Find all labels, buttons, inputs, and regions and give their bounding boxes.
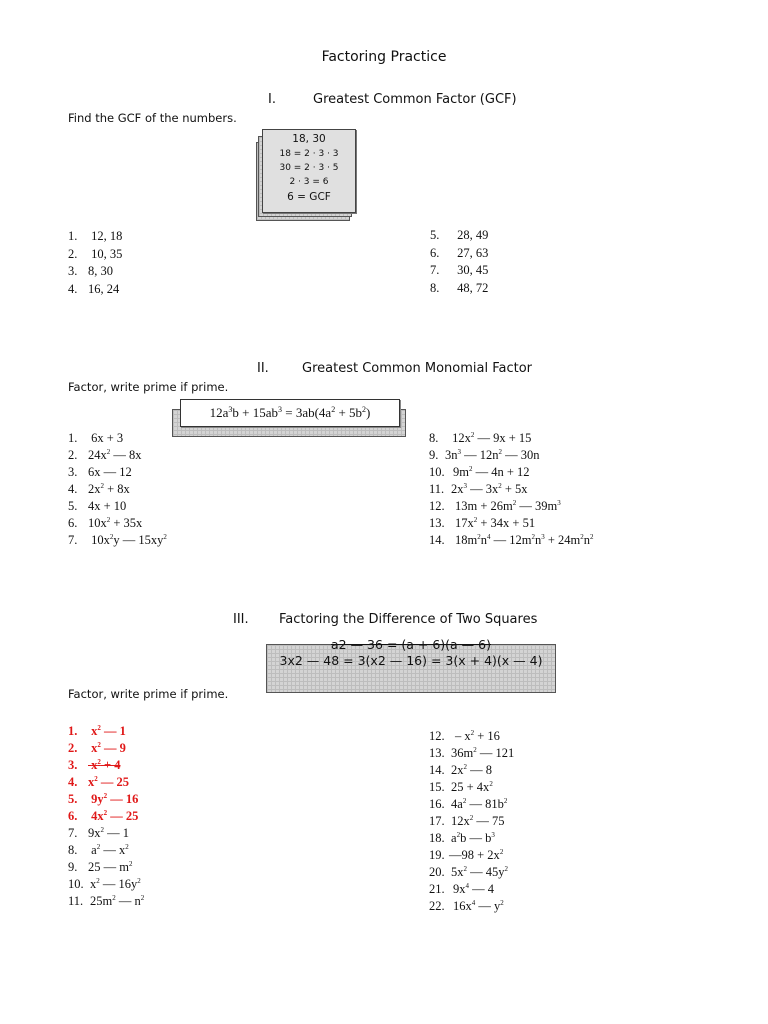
section-1-numeral: I. — [268, 92, 276, 107]
list-item: 8. $12x^2$ — 9x + 15 — [429, 431, 532, 445]
list-item: 3. 6x — 12 — [68, 465, 132, 479]
section-3-heading: Factoring the Difference of Two Squares — [279, 612, 538, 627]
section-3-instruction: Factor, write prime if prime. — [68, 687, 229, 701]
list-item: 7. $9x^2$ — 1 — [68, 826, 129, 840]
list-item: 14. $2x^2$ — 8 — [429, 763, 492, 777]
list-item: 6. $4x^2$ — 25 — [68, 809, 139, 823]
list-item: 4. $x^2$ — 25 — [68, 775, 129, 789]
list-item: 16. $4a^2$ — $81b^2$ — [429, 797, 508, 811]
list-item: 2. $x^2$ — 9 — [68, 741, 126, 755]
list-item: 3. 8, 30 — [68, 264, 113, 278]
list-item: 4. 16, 24 — [68, 281, 120, 296]
gcf-example-line-3: 30 = 2 · 3 · 5 — [279, 163, 339, 173]
list-item: 1. 6x + 3 — [68, 431, 124, 445]
gcf-example-line-5: 6 = GCF — [287, 191, 331, 203]
gcf-example-line-1: 18, 30 — [292, 133, 326, 145]
list-item: 8. $a^2$ — $x^2$ — [68, 843, 129, 857]
list-item: 17. $12x^2$ — 75 — [429, 814, 505, 828]
list-item: 11. $2x^3$ — $3x^2 + 5x$ — [429, 482, 528, 496]
list-item: 9. 25 — $m^2$ — [68, 860, 133, 874]
section-1-instruction: Find the GCF of the numbers. — [68, 111, 237, 125]
monomial-example-box: $12a^3b + 15ab^3 = 3ab(4a^2 + 5b^2)$ — [180, 399, 400, 427]
list-item: 7. 30, 45 — [430, 263, 489, 277]
list-item: 1. 12, 18 — [68, 229, 123, 243]
dos-example-line-1: a2 — 36 = (a + 6)(a — 6) — [331, 637, 491, 652]
gcf-example-box — [262, 129, 356, 213]
dos-example-line-2: 3x2 — 48 = 3(x2 — 16) = 3(x + 4)(x — 4) — [279, 653, 543, 668]
list-item: 10. $x^2$ — $16y^2$ — [68, 877, 141, 891]
list-item: 9. $3n^3$ — $12n^2$ — 30n — [429, 448, 540, 462]
gcf-example-line-4: 2 · 3 = 6 — [289, 177, 329, 187]
section-3-numeral: III. — [233, 612, 249, 627]
list-item: 8. 48, 72 — [430, 280, 489, 295]
monomial-example — [172, 401, 406, 435]
list-item: 5. 28, 49 — [430, 228, 489, 242]
list-item: 7. $10x^2y$ — $15xy^2$ — [68, 533, 167, 547]
list-item: 18. $a^2b$ — $b^3$ — [429, 831, 495, 845]
list-item: 22. $16x^4$ — $y^2$ — [429, 899, 504, 913]
list-item: 6. 27, 63 — [430, 245, 489, 260]
list-item: 13. $17x^2 + 34x + 51$ — [429, 516, 536, 530]
list-item: 5. $9y^2$ — 16 — [68, 792, 139, 806]
list-item-struck: 3. $x^2 + 4$ — [68, 758, 121, 772]
list-item: 15. $25 + 4x^2$ — [429, 780, 493, 794]
list-item: 14. $18m^2n^4$ — $12m^2n^3 + 24m^2n^2$ — [429, 533, 594, 547]
list-item: 5. 4x + 10 — [68, 499, 127, 513]
page-title: Factoring Practice — [321, 49, 447, 65]
list-item: 2. $24x^2$ — 8x — [68, 448, 142, 462]
list-item: 19. —98 + $2x^2$ — [429, 848, 504, 862]
difference-of-squares-example — [266, 637, 556, 693]
section-2-instruction: Factor, write prime if prime. — [68, 380, 229, 394]
list-item: 13. $36m^2$ — 121 — [429, 746, 515, 760]
list-item: 4. $2x^2 + 8x$ — [68, 482, 130, 496]
list-item: 6. $10x^2 + 35x$ — [68, 516, 143, 530]
list-item: 21. $9x^4$ — 4 — [429, 882, 494, 896]
list-item: 10. $9m^2$ — 4n + 12 — [429, 465, 530, 479]
section-2-heading: Greatest Common Monomial Factor — [302, 361, 533, 376]
list-item: 1. $x^2$ — 1 — [68, 724, 126, 738]
list-item: 12. $13m + 26m^2$ — $39m^3$ — [429, 499, 561, 513]
list-item: 20. $5x^2$ — $45y^2$ — [429, 865, 508, 879]
gcf-example-line-2: 18 = 2 · 3 · 3 — [279, 149, 339, 159]
section-2-numeral: II. — [257, 361, 269, 376]
list-item: 12. – $x^2 + 16$ — [429, 729, 500, 743]
list-item: 11. $25m^2$ — $n^2$ — [68, 894, 145, 908]
section-1-heading: Greatest Common Factor (GCF) — [313, 92, 517, 107]
list-item: 2. 10, 35 — [68, 246, 123, 261]
